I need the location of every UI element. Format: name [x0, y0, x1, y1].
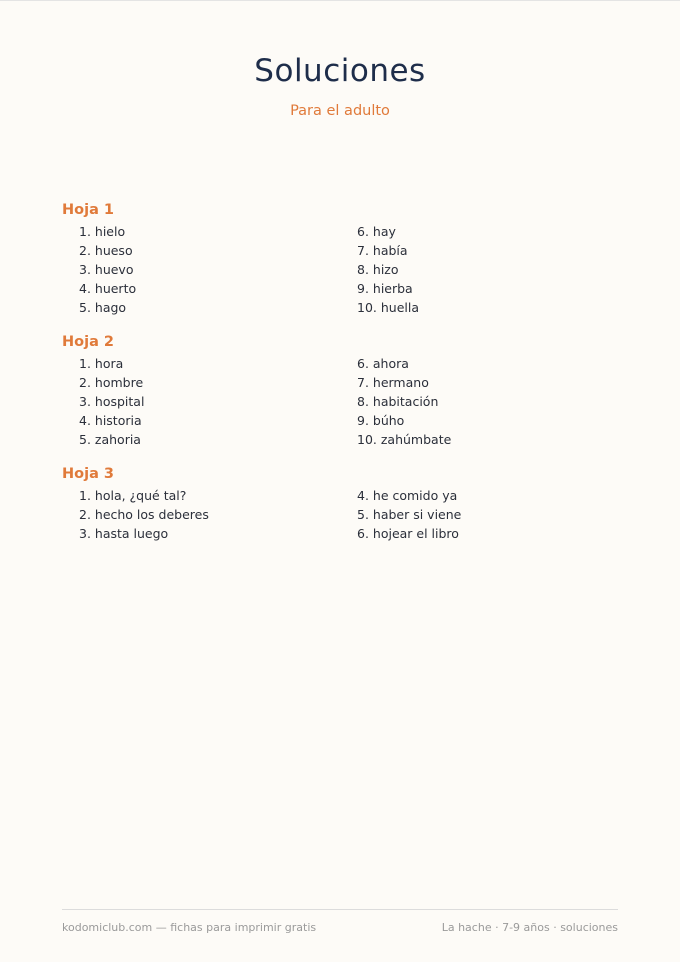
answer-item: 4. historia: [79, 413, 142, 428]
answer-item: 1. hola, ¿qué tal?: [79, 488, 187, 503]
page-subtitle: Para el adulto: [290, 103, 390, 119]
answers-column-left: [79, 222, 136, 317]
answer-item: 6. hojear el libro: [357, 526, 459, 541]
answer-item: 1. hielo: [79, 224, 126, 239]
section-title: Hoja 2: [62, 334, 114, 350]
answer-item: 3. huevo: [79, 262, 134, 277]
answer-item: 4. huerto: [79, 281, 137, 296]
footer-site-text: kodomiclub.com — fichas para imprimir gratis: [62, 921, 317, 934]
answer-item: 3. hospital: [79, 394, 145, 409]
section-hoja-1: [62, 200, 622, 315]
answer-item: 8. habitación: [357, 394, 439, 409]
answer-item: 2. hombre: [79, 375, 144, 390]
answer-item: 6. hay: [357, 224, 396, 239]
page-title: Soluciones: [254, 53, 426, 89]
section-hoja-3: [62, 464, 622, 541]
answer-item: 6. ahora: [357, 356, 409, 371]
answer-item: 9. búho: [357, 413, 405, 428]
footer-sheet-info: La hache · 7-9 años · soluciones: [441, 921, 618, 934]
answer-item: 2. hecho los deberes: [79, 507, 209, 522]
answer-item: 7. hermano: [357, 375, 429, 390]
answer-item: 5. haber si viene: [357, 507, 462, 522]
section-title: Hoja 3: [62, 466, 114, 482]
answers-column-left: [79, 486, 209, 543]
answers-column-left: [79, 354, 144, 449]
section-title: Hoja 1: [62, 202, 114, 218]
answer-item: 10. huella: [357, 300, 419, 315]
answer-item: 7. había: [357, 243, 408, 258]
answer-item: 4. he comido ya: [357, 488, 458, 503]
answers-column-right: [357, 222, 419, 317]
answer-item: 3. hasta luego: [79, 526, 169, 541]
footer-divider: [62, 909, 618, 910]
answer-item: 5. hago: [79, 300, 127, 315]
answer-item: 9. hierba: [357, 281, 413, 296]
answer-item: 8. hizo: [357, 262, 399, 277]
answer-item: 2. hueso: [79, 243, 133, 258]
section-hoja-2: [62, 332, 622, 447]
answers-column-right: [357, 486, 461, 543]
answer-item: 1. hora: [79, 356, 124, 371]
answers-column-right: [357, 354, 451, 449]
answer-item: 10. zahúmbate: [357, 432, 452, 447]
answer-item: 5. zahoria: [79, 432, 141, 447]
